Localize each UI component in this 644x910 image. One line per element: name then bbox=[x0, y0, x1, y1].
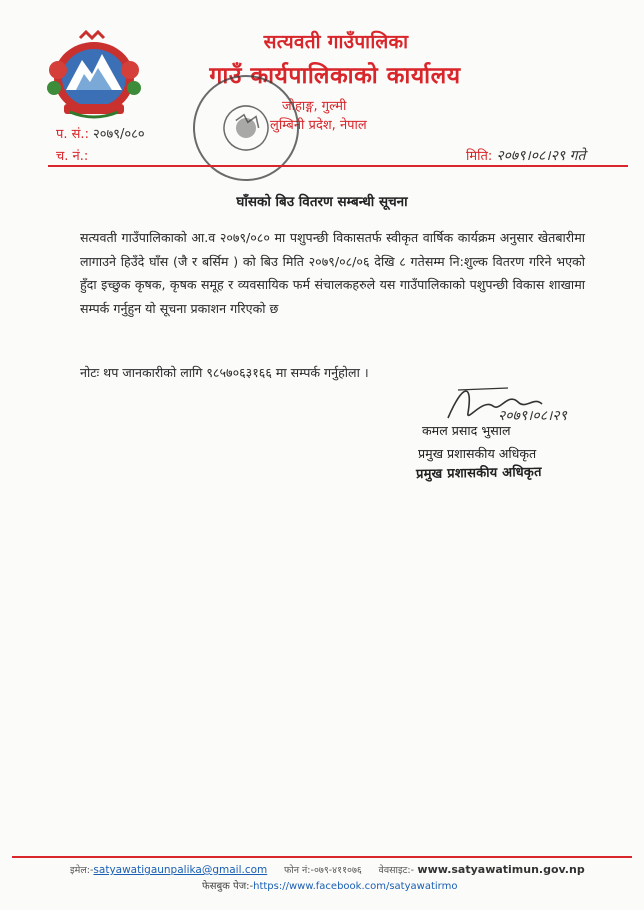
nepal-emblem-icon bbox=[40, 30, 148, 122]
email-label: इमेल:- bbox=[70, 865, 94, 876]
notice-paragraph: सत्यवती गाउँपालिकाको आ.व २०७९/०८० मा पशुपन्छी विकासतर्फ स्वीकृत वार्षिक कार्यक्रम अनुसार खेतबारीमा लागाउने हिउँदे घाँस (जै र बर्सिम ) को बिउ मिति २०७९/०८/०६ देखि ८ गतेसम्म नि:शुल्क वितरण गरिने भएको हुँदा इच्छुक कृषक, कृषक समूह र व्यवसायिक फर्म संचालकहरुले यस गाउँपालिकाको पशुपन्छी विकास शाखामा सम्पर्क गर्नुहुन यो सूचना प्रकाशन गरिएको छ bbox=[80, 230, 585, 316]
website-label: वेवसाइट:- bbox=[378, 865, 415, 876]
reference-number bbox=[56, 124, 145, 142]
phone-label: फोन नं:- bbox=[283, 865, 314, 876]
reference-number-label: प. सं.: bbox=[56, 127, 89, 142]
signatory-name: कमल प्रसाद भुसाल bbox=[422, 423, 511, 438]
office-title: गाउँ कार्यपालिकाको कार्यालय bbox=[209, 63, 461, 89]
footer-divider bbox=[12, 856, 632, 858]
reference-number-value: २०७९/०८० bbox=[92, 127, 145, 142]
signatory-designation: प्रमुख प्रशासकीय अधिकृत bbox=[418, 446, 537, 461]
date-value: २०७९।०८।२९ गते bbox=[496, 148, 586, 164]
footer-contact-line bbox=[70, 863, 585, 876]
office-name: सत्यवती गाउँपालिका bbox=[263, 31, 409, 53]
handwritten-signature bbox=[438, 378, 588, 428]
facebook-label: फेसबुक पेज:- bbox=[202, 881, 254, 892]
header-divider bbox=[48, 165, 628, 167]
office-location-district: जोहाङ्ग, गुल्मी bbox=[282, 99, 347, 114]
office-seal-stamp bbox=[190, 72, 302, 184]
date-field bbox=[466, 146, 585, 165]
phone-value: ०७९-४११०७६ bbox=[313, 865, 362, 876]
notice-subject: घाँसको बिउ वितरण सम्बन्धी सूचना bbox=[236, 194, 408, 210]
dispatch-number-label: च. नं.: bbox=[56, 149, 89, 164]
website-link[interactable]: www.satyawatimun.gov.np bbox=[417, 863, 585, 876]
footer-facebook-line bbox=[202, 878, 457, 892]
email-link[interactable]: satyawatigaunpalika@gmail.com bbox=[93, 864, 268, 876]
office-location-province: लुम्बिनी प्रदेश, नेपाल bbox=[270, 118, 367, 133]
notice-note: नोटः थप जानकारीको लागि ९८५७०६३१६६ मा सम्पर्क गर्नुहोला । bbox=[80, 365, 369, 380]
date-label: मिति: bbox=[466, 149, 493, 164]
facebook-link[interactable]: https://www.facebook.com/satyawatirmo bbox=[253, 881, 458, 892]
signature-date: २०७९।०८।२९ bbox=[498, 408, 567, 424]
designation-stamp: प्रमुख प्रशासकीय अधिकृत bbox=[415, 464, 542, 483]
